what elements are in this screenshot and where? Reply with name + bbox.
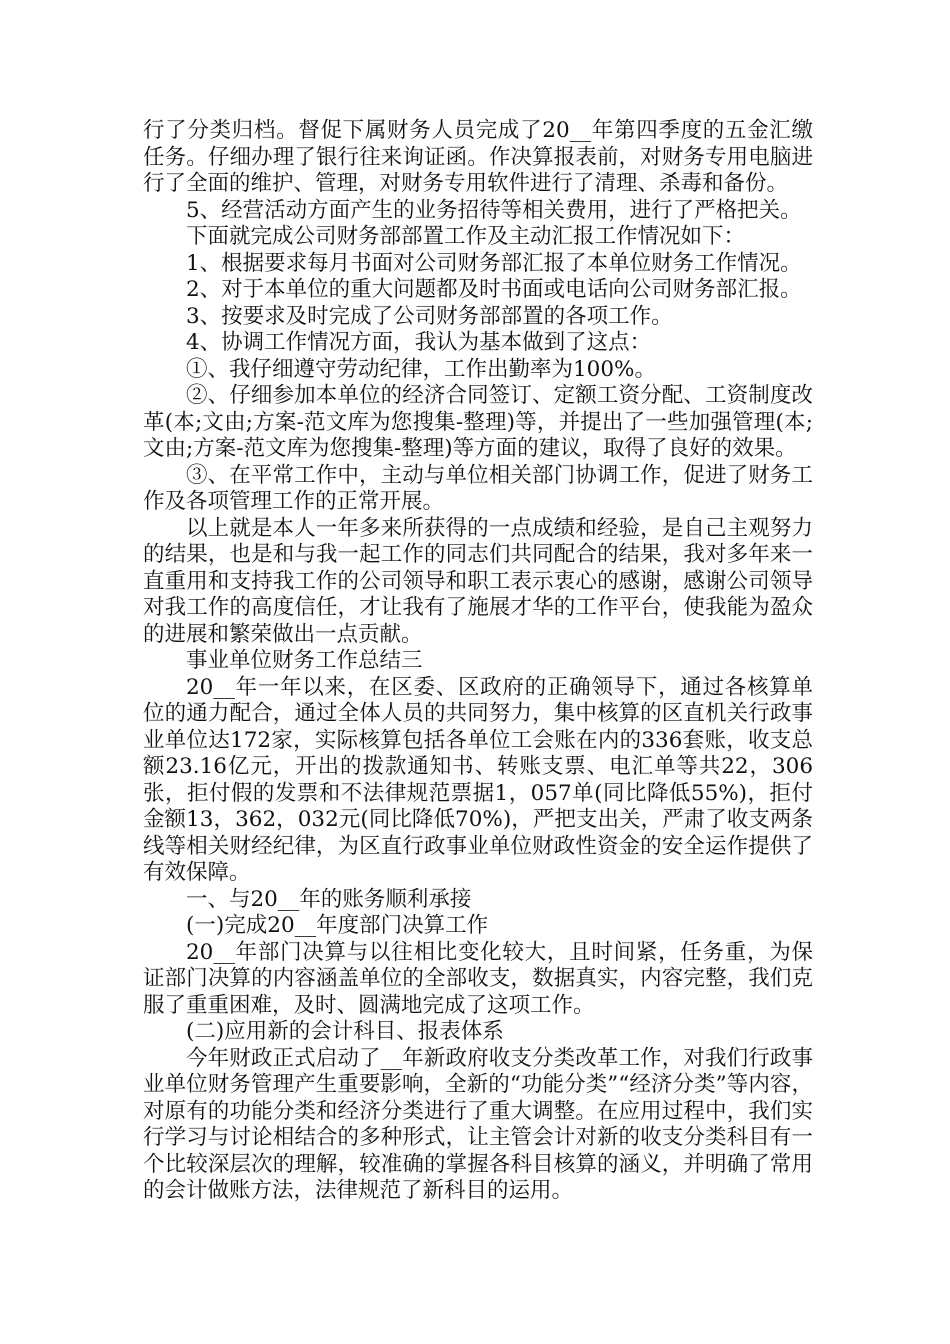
paragraph: 下面就完成公司财务部部置工作及主动汇报工作情况如下： (186, 224, 746, 249)
subsection-heading: (二)应用新的会计科目、报表体系 (186, 1019, 504, 1044)
paragraph: ①、我仔细遵守劳动纪律，工作出勤率为100%。 (186, 356, 656, 382)
paragraph: 今年财政正式启动了__年新政府收支分类改革工作，对我们行政事业单位财务管理产生重要影响，全新的“功能分类”“经济分类”等内容，对原有的功能分类和经济分类进行了重大调整。在应用过程中，我们实行学习与讨论相结合的多种形式，让主管会计对新的收支分类科目有一个比较深层次的理解，较准确的掌握各科目核算的涵义，并明确了常用的会计做账方法，法律规范了新科目的运用。 (143, 1045, 813, 1203)
paragraph: 2、对于本单位的重大问题都及时书面或电话向公司财务部汇报。 (186, 277, 802, 302)
paragraph: 20__年部门决算与以往相比变化较大，且时间紧，任务重，为保证部门决算的内容涵盖单位的全部收支，数据真实，内容完整，我们克服了重重困难，及时、圆满地完成了这项工作。 (143, 939, 813, 1018)
paragraph: ③、在平常工作中，主动与单位相关部门协调工作，促进了财务工作及各项管理工作的正常开展。 (143, 462, 813, 514)
paragraph: 3、按要求及时完成了公司财务部部置的各项工作。 (186, 303, 673, 329)
paragraph: 以上就是本人一年多来所获得的一点成绩和经验，是自己主观努力的结果，也是和与我一起工作的同志们共同配合的结果，我对多年来一直重用和支持我工作的公司领导和职工表示衷心的感谢，感谢公司领导对我工作的高度信任，才让我有了施展才华的工作平台，使我能为盈众的进展和繁荣做出一点贡献。 (143, 515, 813, 647)
paragraph: 5、经营活动方面产生的业务招待等相关费用，进行了严格把关。 (186, 197, 802, 223)
document-body (143, 118, 813, 1205)
paragraph: 1、根据要求每月书面对公司财务部汇报了本单位财务工作情况。 (186, 250, 802, 276)
paragraph: ②、仔细参加本单位的经济合同签订、定额工资分配、工资制度改革(本;文由;方案-范文库为您搜集-整理)等，并提出了一些加强管理(本;文由;方案-范文库为您搜集-整理)等方面的建议，取得了良好的效果。 (143, 383, 813, 461)
paragraph: 4、协调工作情况方面，我认为基本做到了这点： (186, 330, 652, 355)
paragraph: 20__年一年以来，在区委、区政府的正确领导下，通过各核算单位的通力配合，通过全体人员的共同努力，集中核算的区直机关行政事业单位达172家，实际核算包括各单位工会账在内的336套账，收支总额23.16亿元，开出的拨款通知书、转账支票、电汇单等共22，306张，拒付假的发票和不法律规范票据1，057单(同比降低55%)，拒付金额13，362，032元(同比降低70%)，严把支出关，严肃了收支两条线等相关财经纪律，为区直行政事业单位财政性资金的安全运作提供了有效保障。 (143, 674, 813, 885)
subsection-heading: (一)完成20__年度部门决算工作 (186, 913, 489, 938)
section-heading: 事业单位财务工作总结三 (186, 648, 423, 673)
section-heading: 一、与20__年的账务顺利承接 (186, 886, 472, 912)
paragraph: 行了分类归档。督促下属财务人员完成了20__年第四季度的五金汇缴任务。仔细办理了银行往来询证函。作决算报表前，对财务专用电脑进行了全面的维护、管理，对财务专用软件进行了清理、杀毒和备份。 (143, 118, 813, 196)
